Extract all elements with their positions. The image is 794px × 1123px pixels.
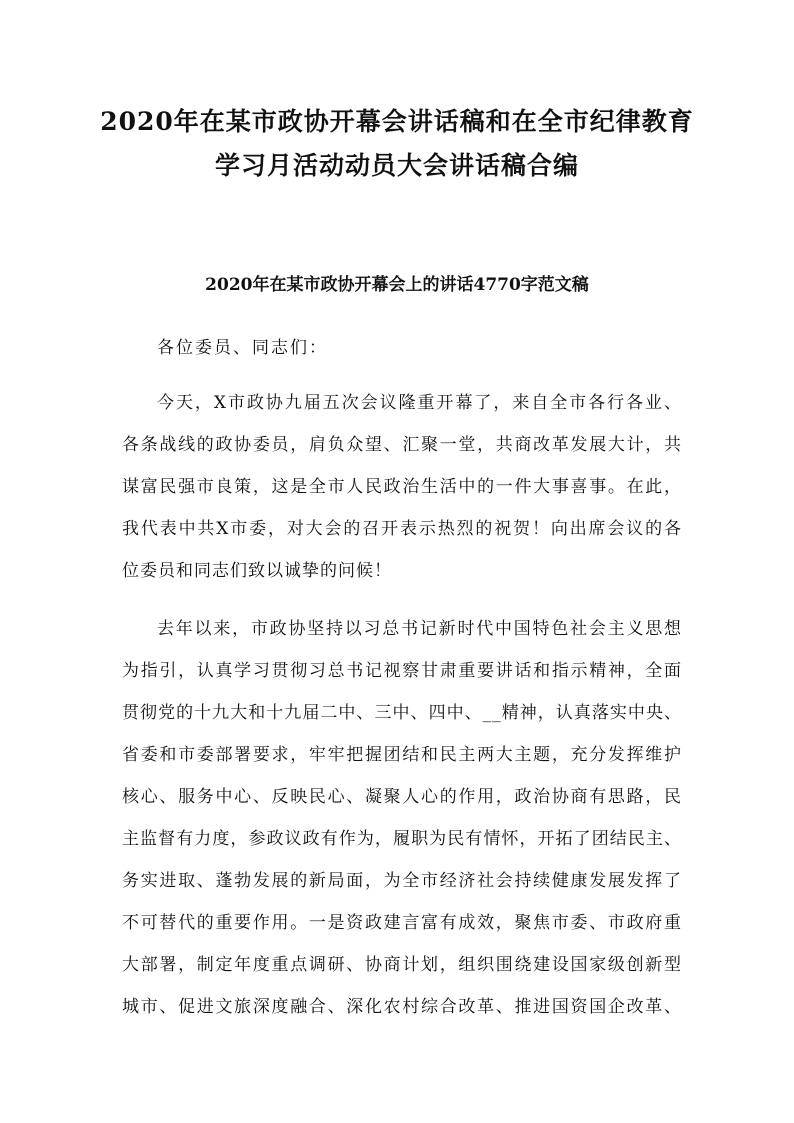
paragraph-line: 省委和市委部署要求，牢牢把握团结和民主两大主题，充分发挥维护 bbox=[122, 745, 682, 765]
paragraph-line: 主监督有力度，参政议政有作为，履职为民有情怀，开拓了团结民主、 bbox=[122, 829, 682, 849]
paragraph-line: 城市、促进文旅深度融合、深化农村综合改革、推进国资国企改革、 bbox=[122, 997, 682, 1017]
salutation: 各位委员、同志们： bbox=[157, 338, 328, 358]
paragraph-line: 不可替代的重要作用。一是资政建言富有成效，聚焦市委、市政府重 bbox=[122, 913, 682, 933]
paragraph-line: 大部署，制定年度重点调研、协商计划，组织围绕建设国家级创新型 bbox=[122, 955, 682, 975]
document-title-line-2: 学习月活动动员大会讲话稿合编 bbox=[214, 151, 579, 180]
paragraph-line: 今天，X市政协九届五次会议隆重开幕了，来自全市各行各业、 bbox=[157, 393, 682, 413]
paragraph-line: 贯彻党的十九大和十九届二中、三中、四中、__精神，认真落实中央、 bbox=[122, 703, 682, 723]
paragraph-line: 核心、服务中心、反映民心、凝聚人心的作用，政治协商有思路，民 bbox=[122, 787, 682, 807]
paragraph-line: 为指引，认真学习贯彻习总书记视察甘肃重要讲话和指示精神，全面 bbox=[122, 661, 682, 681]
section-heading: 2020年在某市政协开幕会上的讲话4770字范文稿 bbox=[205, 275, 589, 295]
paragraph-line: 位委员和同志们致以诚挚的问候！ bbox=[122, 561, 392, 581]
paragraph-line: 去年以来，市政协坚持以习总书记新时代中国特色社会主义思想 bbox=[157, 619, 682, 639]
paragraph-line: 务实进取、蓬勃发展的新局面，为全市经济社会持续健康发展发挥了 bbox=[122, 871, 682, 891]
document-title-line-1: 2020年在某市政协开幕会讲话稿和在全市纪律教育 bbox=[100, 107, 694, 136]
paragraph-line: 各条战线的政协委员，肩负众望、汇聚一堂，共商改革发展大计，共 bbox=[122, 435, 682, 455]
paragraph-line: 谋富民强市良策，这是全市人民政治生活中的一件大事喜事。在此， bbox=[122, 477, 682, 497]
paragraph-line: 我代表中共X市委，对大会的召开表示热烈的祝贺！向出席会议的各 bbox=[122, 519, 682, 539]
